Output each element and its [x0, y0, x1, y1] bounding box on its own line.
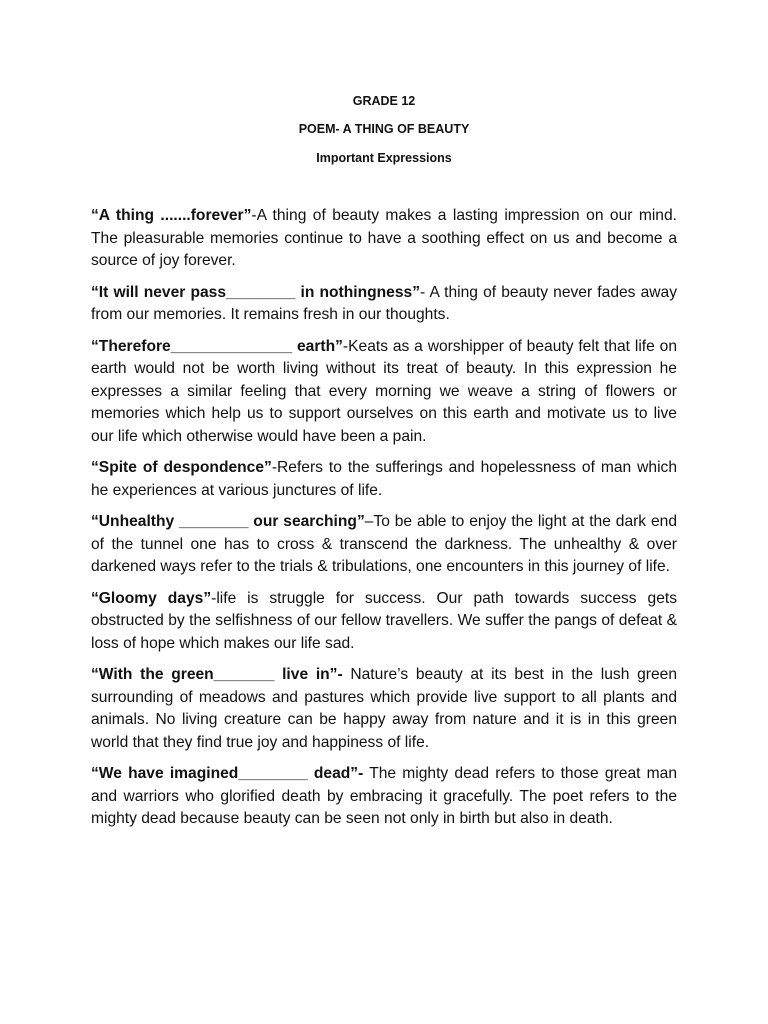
expression-paragraph: [91, 763, 677, 831]
expression-explanation: –To be able to enjoy the light at the dark end of the tunnel one has to cross & transcend the darkness. The unhealthy & over darkened ways refer to the trials & tribulations, one encounters in this journey of life.: [91, 513, 677, 575]
expression-term: “Therefore______________ earth”: [91, 337, 343, 355]
expression-explanation: -Keats as a worshipper of beauty felt that life on earth would not be worth living without its treat of beauty. In this expression he expresses a similar feeling that every morning we weave a string of flowers or memories which help us to support ourselves on this earth and motivate us to live our life which otherwise would have been a pain.: [91, 337, 677, 445]
expression-paragraph: [91, 664, 677, 754]
expression-paragraph: [91, 457, 677, 502]
expression-term: “We have imagined________ dead”-: [91, 765, 364, 782]
expression-term: “Spite of despondence”: [91, 459, 272, 476]
expression-paragraph: [91, 336, 677, 449]
expression-explanation: - A thing of beauty never fades away from our memories. It remains fresh in our thoughts.: [91, 283, 677, 323]
expression-explanation: -A thing of beauty makes a lasting impression on our mind. The pleasurable memories continue to have a soothing effect on us and become a source of joy forever.: [91, 207, 677, 269]
expression-paragraph: [91, 588, 677, 656]
expression-paragraph: [91, 282, 677, 327]
expression-paragraph: [91, 511, 677, 579]
grade-heading: GRADE 12: [352, 94, 416, 108]
expression-explanation: The mighty dead refers to those great man and warriors who glorified death by embracing it gracefully. The poet refers to the mighty dead because beauty can be seen not only in birth but also in death.: [91, 765, 677, 827]
expression-explanation: Nature’s beauty at its best in the lush green surrounding of meadows and pastures which provide live support to all plants and animals. No living creature can be happy away from nature and it is in this green world that they find true joy and happiness of life.: [91, 666, 677, 751]
expression-term: “With the green_______ live in”-: [91, 666, 343, 683]
expression-paragraph: [91, 205, 677, 273]
expression-term: “Unhealthy ________ our searching”: [91, 513, 365, 530]
expression-explanation: -life is struggle for success. Our path towards success gets obstructed by the selfishness of our fellow travellers. We suffer the pangs of defeat & loss of hope which makes our life sad.: [91, 589, 677, 652]
expression-term: “Gloomy days”: [91, 589, 212, 607]
expressions-list: [91, 205, 677, 840]
expression-explanation: -Refers to the sufferings and hopelessness of man which he experiences at various junctures of life.: [91, 459, 677, 499]
poem-title: POEM- A THING OF BEAUTY: [298, 122, 470, 136]
section-subtitle: Important Expressions: [316, 151, 452, 165]
expression-term: “It will never pass________ in nothingness”: [91, 283, 420, 301]
expression-term: “A thing .......forever”: [91, 207, 252, 224]
